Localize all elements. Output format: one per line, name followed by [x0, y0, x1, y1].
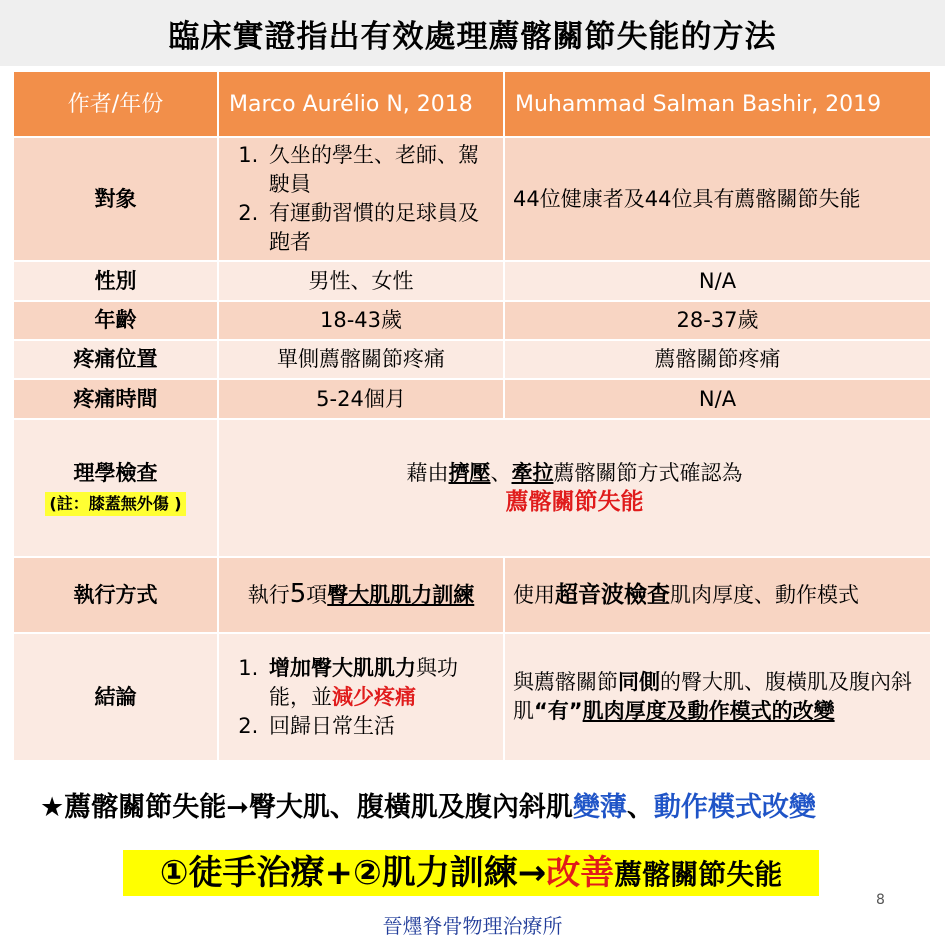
header-study-1: Marco Aurélio N, 2018 — [219, 72, 505, 138]
text: 執行 — [247, 583, 290, 607]
row-label: 性別 — [14, 262, 219, 302]
physical-exam-content — [219, 420, 930, 558]
text: 使用 — [513, 582, 555, 607]
page-number: 8 — [876, 892, 885, 908]
row-label: 年齡 — [14, 302, 219, 341]
list-item: 2. 有運動習慣的足球員及跑者 — [265, 199, 495, 257]
physical-exam-note: (註：膝蓋無外傷 ) — [45, 492, 185, 516]
text: 5 — [289, 579, 307, 609]
list-item: 2. 回歸日常生活 — [265, 712, 495, 741]
text: “有” — [534, 699, 583, 723]
text: 肌肉厚度及動作模式的改變 — [582, 699, 835, 723]
row-label: 疼痛時間 — [14, 380, 219, 420]
table-row-subject — [14, 138, 930, 262]
table-row-pain-location — [14, 341, 930, 380]
conclusion-study-1 — [219, 634, 505, 762]
summary-line-2 — [123, 850, 819, 896]
physical-exam-result: 薦髂關節失能 — [505, 489, 644, 515]
row-label: 疼痛位置 — [14, 341, 219, 380]
table-row-gender — [14, 262, 930, 302]
row-label: 對象 — [14, 138, 219, 262]
text: 項 — [306, 583, 328, 607]
star-icon: ★ — [40, 792, 65, 823]
table-row-method — [14, 558, 930, 634]
table-header-row — [14, 72, 930, 138]
gender-study-1: 男性、女性 — [219, 262, 505, 302]
gender-study-2: N/A — [505, 262, 930, 302]
pain-location-study-2: 薦髂關節疼痛 — [505, 341, 930, 380]
comparison-table — [14, 72, 930, 762]
text: 薦髂關節方式確認為 — [553, 461, 743, 485]
text: 動作模式改變 — [653, 792, 816, 823]
age-study-2: 28-37歲 — [505, 302, 930, 341]
summary-line-1 — [40, 788, 920, 828]
text: 減少疼痛 — [332, 684, 416, 709]
text: 超音波檢查 — [555, 581, 670, 608]
text: 牽拉 — [511, 461, 554, 485]
text: 薦髂關節失能 — [64, 792, 227, 823]
page-title: 臨床實證指出有效處理薦髂關節失能的方法 — [168, 18, 777, 55]
header-study-2: Muhammad Salman Bashir, 2019 — [505, 72, 930, 138]
list-item — [265, 654, 495, 712]
row-label: 執行方式 — [14, 558, 219, 634]
table-row-conclusion — [14, 634, 930, 762]
conclusion-study-2 — [505, 634, 930, 762]
header-author-year: 作者/年份 — [14, 72, 219, 138]
text: ①徒手治療+②肌力訓練→ — [159, 853, 547, 893]
text: 藉由 — [406, 461, 449, 485]
text: 改善 — [546, 853, 615, 893]
text: 與功能，並 — [269, 655, 458, 709]
physical-exam-label: 理學檢查 — [73, 461, 158, 485]
method-study-1 — [219, 558, 505, 634]
subject-study-2: 44位健康者及44位具有薦髂關節失能 — [505, 138, 930, 262]
text: 的臀大肌、腹橫肌及腹內斜肌 — [513, 670, 912, 723]
table-row-age — [14, 302, 930, 341]
text: 臀大肌肌力訓練 — [327, 583, 475, 607]
title-bar — [0, 0, 945, 66]
pain-duration-study-1: 5-24個月 — [219, 380, 505, 420]
row-label: 結論 — [14, 634, 219, 762]
text: 薦髂關節失能 — [614, 858, 783, 891]
arrow-icon: ➞ — [226, 792, 249, 823]
text: 、 — [490, 461, 512, 485]
pain-location-study-1: 單側薦髂關節疼痛 — [219, 341, 505, 380]
text: 擠壓 — [448, 461, 491, 485]
list-item: 1. 久坐的學生、老師、駕駛員 — [265, 141, 495, 199]
table-row-physical-exam — [14, 420, 930, 558]
row-label — [14, 420, 219, 558]
text: 同側 — [618, 670, 660, 694]
text: 臀大肌、腹橫肌及腹內斜肌 — [248, 792, 573, 823]
text: 、 — [626, 792, 654, 823]
footer-clinic-name: 晉爅脊骨物理治療所 — [382, 914, 563, 938]
pain-duration-study-2: N/A — [505, 380, 930, 420]
text: 肌肉厚度、動作模式 — [670, 582, 859, 607]
text: 變薄 — [572, 792, 627, 823]
subject-study-1 — [219, 138, 505, 262]
age-study-1: 18-43歲 — [219, 302, 505, 341]
method-study-2 — [505, 558, 930, 634]
text: 與薦髂關節 — [513, 670, 618, 694]
text: 增加臀大肌肌力 — [269, 655, 416, 680]
table-row-pain-duration — [14, 380, 930, 420]
